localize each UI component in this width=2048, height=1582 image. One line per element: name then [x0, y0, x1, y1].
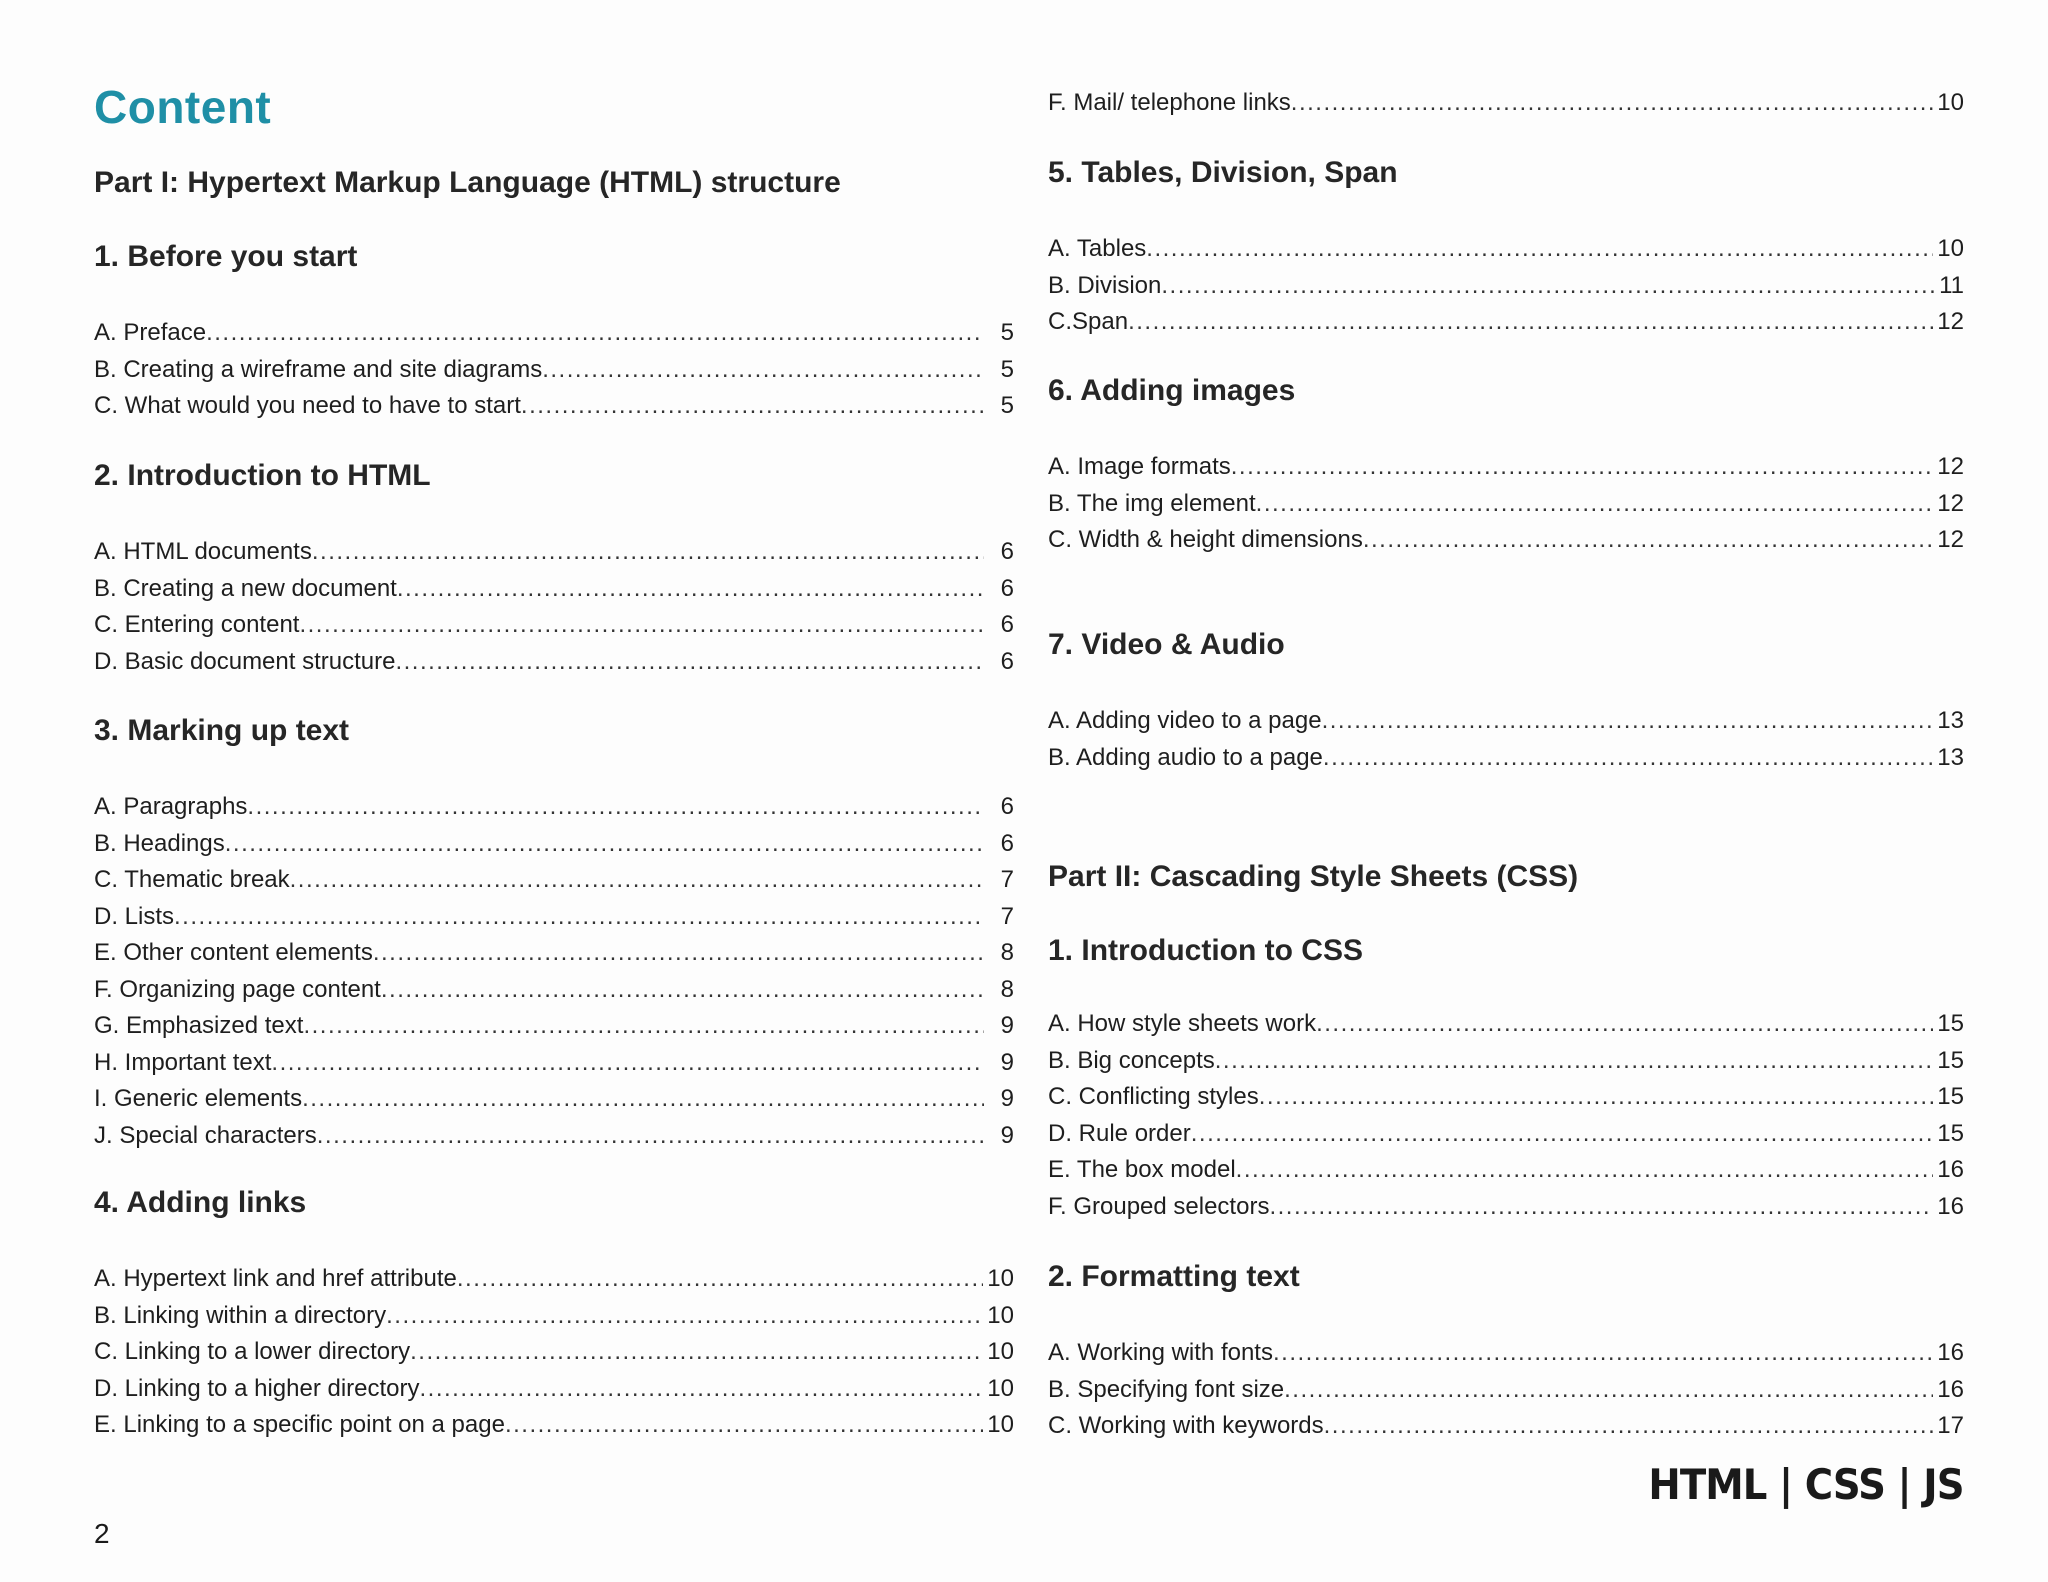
- dot-leader: [457, 1261, 983, 1298]
- section-heading: 1. Introduction to CSS: [1048, 934, 1363, 967]
- toc-entry: [94, 789, 1014, 826]
- toc-entry-label: A. Tables: [1048, 235, 1147, 262]
- toc-entry-page: 9: [1000, 1121, 1014, 1149]
- toc-entry-label: A. Working with fonts: [1048, 1339, 1273, 1366]
- toc-entry: [94, 607, 1014, 644]
- toc-entry-page: 6: [1000, 829, 1014, 857]
- dot-leader: [271, 1045, 984, 1082]
- toc-entry-page: 9: [1000, 1085, 1014, 1112]
- toc-entry-page: 15: [1937, 1083, 1964, 1110]
- html-css-js-logo: HTML | CSS | JS: [1648, 1460, 1964, 1509]
- toc-entry: [1048, 522, 1964, 559]
- toc-entry: [94, 1045, 1014, 1082]
- toc-entry-label: B. Creating a wireframe and site diagrams: [94, 355, 543, 383]
- toc-entry: [1048, 486, 1964, 523]
- toc-entry-page: 7: [1000, 866, 1014, 893]
- toc-list: [94, 789, 1014, 1154]
- toc-entry-label: D. Rule order: [1048, 1119, 1191, 1147]
- dot-leader: [420, 1371, 984, 1408]
- toc-entry-label: C. Width & height dimensions: [1048, 526, 1363, 553]
- toc-entry-page: 13: [1937, 707, 1964, 734]
- toc-entry-page: 10: [987, 1411, 1014, 1438]
- toc-entry-page: 10: [1937, 235, 1964, 262]
- toc-entry: [1048, 1372, 1964, 1409]
- dot-leader: [225, 826, 984, 863]
- toc-entry-page: 15: [1937, 1010, 1964, 1037]
- dot-leader: [381, 972, 984, 1009]
- dot-leader: [1284, 1372, 1933, 1409]
- toc-entry: [1048, 304, 1964, 341]
- page-title: Content: [94, 81, 272, 133]
- dot-leader: [386, 1298, 983, 1335]
- toc-entry-page: 17: [1937, 1412, 1964, 1439]
- dot-leader: [1256, 486, 1934, 523]
- toc-entry-label: A. HTML documents: [94, 538, 312, 565]
- toc-entry-page: 11: [1939, 271, 1964, 299]
- dot-leader: [1161, 268, 1934, 305]
- toc-entry-label: B. Division: [1048, 271, 1162, 299]
- toc-entry-label: B. Big concepts: [1048, 1046, 1215, 1074]
- dot-leader: [1236, 1152, 1934, 1189]
- toc-entry-label: A. Adding video to a page: [1048, 707, 1322, 734]
- toc-list: [94, 534, 1014, 680]
- dot-leader: [247, 789, 984, 826]
- section-heading: 6. Adding images: [1048, 374, 1296, 407]
- dot-leader: [1215, 1043, 1934, 1080]
- toc-entry: [94, 644, 1014, 681]
- dot-leader: [1324, 1408, 1934, 1445]
- toc-entry: [1048, 1043, 1964, 1080]
- toc-entry-label: E. Other content elements: [94, 939, 373, 966]
- toc-entry-page: 5: [1000, 392, 1014, 419]
- toc-entry: [94, 1081, 1014, 1118]
- toc-entry-label: I. Generic elements: [94, 1085, 303, 1112]
- toc-entry-page: 10: [987, 1374, 1014, 1402]
- toc-entry-label: G. Emphasized text: [94, 1012, 304, 1039]
- toc-entry-label: A. How style sheets work: [1048, 1010, 1317, 1037]
- toc-entry-label: E. The box model: [1048, 1156, 1236, 1183]
- toc-entry-page: 13: [1937, 743, 1964, 771]
- toc-entry: [94, 534, 1014, 571]
- toc-entry-label: D. Basic document structure: [94, 647, 396, 675]
- toc-entry-page: 5: [1000, 355, 1014, 383]
- toc-entry: [1048, 1079, 1964, 1116]
- toc-list: [94, 1261, 1014, 1444]
- toc-entry-page: 6: [1000, 647, 1014, 675]
- toc-entry: [94, 388, 1014, 425]
- dot-leader: [299, 607, 984, 644]
- section-heading: 5. Tables, Division, Span: [1048, 156, 1398, 189]
- toc-entry-label: C. Working with keywords: [1048, 1412, 1324, 1439]
- dot-leader: [1273, 1335, 1933, 1372]
- toc-entry-label: B. The img element: [1048, 489, 1256, 517]
- dot-leader: [1128, 304, 1933, 341]
- toc-entry: [94, 862, 1014, 899]
- toc-entry-page: 6: [1000, 611, 1014, 638]
- toc-entry-page: 16: [1937, 1339, 1964, 1366]
- part-2-title: Part II: Cascading Style Sheets (CSS): [1048, 860, 1579, 893]
- toc-entry-page: 16: [1937, 1156, 1964, 1183]
- toc-entry-label: C. What would you need to have to start: [94, 392, 521, 419]
- dot-leader: [542, 352, 984, 389]
- dot-leader: [302, 1081, 984, 1118]
- dot-leader: [397, 571, 984, 608]
- toc-entry-page: 6: [1000, 574, 1014, 602]
- dot-leader: [174, 899, 984, 936]
- toc-list: [1048, 85, 1964, 122]
- dot-leader: [303, 1008, 984, 1045]
- toc-entry-page: 7: [1000, 902, 1014, 930]
- section-heading: 2. Introduction to HTML: [94, 459, 431, 492]
- section-heading: 7. Video & Audio: [1048, 628, 1285, 661]
- dot-leader: [410, 1334, 983, 1371]
- section-heading: 1. Before you start: [94, 240, 358, 273]
- toc-entry: [1048, 268, 1964, 305]
- toc-entry-label: C. Linking to a lower directory: [94, 1338, 411, 1365]
- dot-leader: [206, 315, 984, 352]
- toc-entry: [94, 1371, 1014, 1408]
- toc-entry-page: 5: [1000, 319, 1014, 346]
- toc-entry: [94, 972, 1014, 1009]
- toc-entry-page: 12: [1937, 308, 1964, 335]
- section-heading: 3. Marking up text: [94, 714, 350, 747]
- toc-list: [1048, 703, 1964, 776]
- toc-entry: [94, 826, 1014, 863]
- toc-entry: [94, 935, 1014, 972]
- toc-entry-page: 10: [987, 1338, 1014, 1365]
- dot-leader: [1269, 1189, 1933, 1226]
- toc-entry: [1048, 85, 1964, 122]
- toc-entry-label: B. Headings: [94, 829, 225, 857]
- toc-entry-label: D. Linking to a higher directory: [94, 1374, 420, 1402]
- dot-leader: [373, 935, 984, 972]
- toc-entry-label: A. Preface: [94, 319, 207, 346]
- toc-entry-label: C. Conflicting styles: [1048, 1083, 1259, 1110]
- toc-entry: [1048, 1189, 1964, 1226]
- dot-leader: [312, 534, 984, 571]
- toc-entry-label: H. Important text: [94, 1048, 272, 1076]
- dot-leader: [317, 1118, 984, 1155]
- toc-entry: [1048, 703, 1964, 740]
- toc-entry-page: 10: [987, 1301, 1014, 1329]
- toc-entry: [94, 1261, 1014, 1298]
- toc-entry-label: E. Linking to a specific point on a page: [94, 1411, 505, 1438]
- toc-entry-page: 8: [1000, 939, 1014, 966]
- dot-leader: [290, 862, 984, 899]
- toc-entry: [94, 352, 1014, 389]
- dot-leader: [1316, 1006, 1933, 1043]
- toc-entry-page: 12: [1937, 489, 1964, 517]
- toc-entry-page: 10: [1937, 89, 1964, 116]
- toc-entry-label: A. Image formats: [1048, 453, 1231, 480]
- toc-entry: [1048, 231, 1964, 268]
- part-1-title: Part I: Hypertext Markup Language (HTML) structure: [94, 166, 841, 199]
- toc-entry-page: 6: [1000, 793, 1014, 820]
- dot-leader: [1259, 1079, 1934, 1116]
- dot-leader: [1322, 703, 1934, 740]
- toc-entry-page: 12: [1937, 453, 1964, 480]
- toc-entry: [94, 1008, 1014, 1045]
- toc-entry-label: B. Adding audio to a page: [1048, 743, 1323, 771]
- dot-leader: [505, 1407, 983, 1444]
- toc-entry-page: 8: [1000, 975, 1014, 1003]
- section-heading: 4. Adding links: [94, 1186, 307, 1219]
- toc-entry: [94, 1334, 1014, 1371]
- toc-entry: [94, 1407, 1014, 1444]
- toc-entry-label: F. Mail/ telephone links: [1048, 89, 1291, 116]
- toc-entry-label: C. Thematic break: [94, 866, 290, 893]
- toc-entry: [1048, 1335, 1964, 1372]
- toc-entry-label: B. Specifying font size: [1048, 1375, 1285, 1403]
- toc-entry: [1048, 1152, 1964, 1189]
- toc-entry: [1048, 449, 1964, 486]
- section-heading: 2. Formatting text: [1048, 1260, 1300, 1293]
- toc-list: [94, 315, 1014, 425]
- toc-entry-page: 12: [1937, 526, 1964, 553]
- toc-entry-label: J. Special characters: [94, 1121, 317, 1149]
- toc-entry-page: 10: [987, 1265, 1014, 1292]
- toc-list: [1048, 449, 1964, 559]
- toc-entry: [1048, 740, 1964, 777]
- toc-list: [1048, 1006, 1964, 1225]
- toc-entry-page: 15: [1937, 1119, 1964, 1147]
- dot-leader: [1363, 522, 1933, 559]
- toc-entry-label: F. Grouped selectors: [1048, 1192, 1270, 1220]
- dot-leader: [1291, 85, 1934, 122]
- page-number: 2: [94, 1518, 110, 1549]
- toc-entry: [94, 1298, 1014, 1335]
- toc-entry-page: 16: [1937, 1375, 1964, 1403]
- dot-leader: [1146, 231, 1933, 268]
- toc-entry-page: 9: [1000, 1012, 1014, 1039]
- toc-entry: [94, 899, 1014, 936]
- toc-entry-label: B. Creating a new document: [94, 574, 397, 602]
- toc-list: [1048, 1335, 1964, 1445]
- dot-leader: [1323, 740, 1933, 777]
- toc-entry: [1048, 1006, 1964, 1043]
- toc-entry-page: 6: [1000, 538, 1014, 565]
- toc-entry: [94, 1118, 1014, 1155]
- toc-entry-label: C.Span: [1048, 308, 1129, 335]
- toc-list: [1048, 231, 1964, 341]
- toc-entry: [94, 571, 1014, 608]
- toc-entry: [1048, 1408, 1964, 1445]
- toc-entry: [1048, 1116, 1964, 1153]
- toc-entry-label: A. Paragraphs: [94, 793, 248, 820]
- toc-entry-page: 9: [1000, 1048, 1014, 1076]
- toc-entry-page: 15: [1937, 1046, 1964, 1074]
- toc-entry-page: 16: [1937, 1192, 1964, 1220]
- toc-entry-label: A. Hypertext link and href attribute: [94, 1265, 457, 1292]
- toc-entry-label: F. Organizing page content: [94, 975, 381, 1003]
- dot-leader: [521, 388, 984, 425]
- toc-entry: [94, 315, 1014, 352]
- toc-entry-label: D. Lists: [94, 902, 175, 930]
- toc-entry-label: B. Linking within a directory: [94, 1301, 387, 1329]
- dot-leader: [1191, 1116, 1934, 1153]
- dot-leader: [1231, 449, 1934, 486]
- toc-entry-label: C. Entering content: [94, 611, 300, 638]
- dot-leader: [395, 644, 984, 681]
